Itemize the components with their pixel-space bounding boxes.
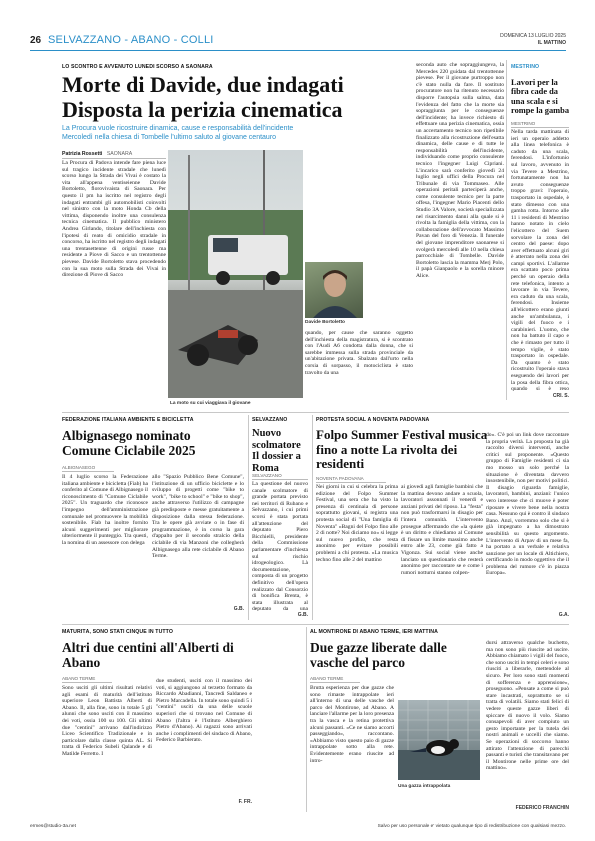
author-name: Patrizia Rossetti [62,151,103,157]
fiab-signature: G.B. [233,606,244,612]
photo-caption-portrait: Davide Bortoletto [305,320,345,325]
folpo-body-col2: ai giovedì agli famiglie bambini che la mattina devono andare a scuola, lavoratori assonnati il venerdì e anziani privati del riposo. La "festa" non può trasformarsi in disagio per l'intera comunità. L'intervento prosegue affermando che «la quiete è un diritto e chiediamo al Comune di fissare un limite massimo anche entro alle 23, come già fatto a Vigonza. Sui social viene anche lanciato un questionario che resterà anonimo per raccontare se e come i rumori notturni stanno colpen- [401,484,483,576]
header-rule [30,50,566,51]
row2-rule [62,412,569,413]
main-headline-line1: Morte di Davide, due indagati [62,72,344,97]
abano-headline: Altri due centini all'Alberti di Abano [62,640,234,670]
portrait-illustration [305,262,363,318]
abano-kicker: MATURITÀ, SONO STATI CINQUE IN TUTTO [62,629,173,635]
fiab-body-col1: Il 4 luglio scorso la Federazione italiana ambiente e bicicletta (Fiab) ha conferito al Comune di Albignasego il riconoscimento di "Comune Ciclabile 2025". Un traguardo che riconosce l'impegno dell'amministrazione comunale nel promuovere la mobilità sostenibile. Fiab ha inoltre fornito alcuni suggerimenti per migliorare ulteriormente il punteggio. Tra questi, la nomina di un assessore con delega [62,474,148,546]
scol-signature: G.B. [297,612,308,618]
main-body-col1: La Procura di Padova intende fare piena luce sul tragico incidente stradale che lunedì scorso lungo la Strada dei Vivai è costato la vita all'appena ventiseienne Davide Bortoletto, florovivaista di Saonara. Per questo il pm ha iscritto nel registro degli indagati entrambi gli automobilisti coinvolti nel sinistro con la moto Honda Cb della vittima, disponendo inoltre una consulenza tecnica cinematica. Il pubblico ministero Andrea Girlando, titolare dell'inchiesta con l'ipotesi di reato di omicidio stradale in concorso, ha iscritto nel registro degli indagati una trentasettenne di origini russe ma residente a Piove di Sacco e un trentottenne pievese. Davide Bortoletto stava procedendo con la sua moto sulla Strada dei Vivai in direzione di Piove di Sacco [62,160,166,279]
main-photo-portrait [305,262,363,318]
folpo-location: NOVENTA PADOVANA [316,476,386,483]
main-body-col3: seconda auto che sopraggiungeva, la Mercedes 220 guidata dal trentottenne pievese. Per il giovane purtroppo non c'è stato nulla da fare. Il sostituto procuratore non ha ritenuto necessario disporre l'autopsia sulla salma, data l'evidenza del fatto che la morte sia sopraggiunta per le conseguenze dell'incidente; ha invece richiesto di effettuare una perizia cinematica, ossia un accertamento tecnico non ripetibile finalizzato alla ricostruzione dell'esatta dinamica, delle cause e di tutte le responsabilità dell'incidente, individuando come proprio consulente tecnico l'ingegner Luigi Cipriani. L'incarico sarà conferito giovedì 24 luglio negli uffici della Procura nel Tribunale di via Tommaseo. Alle operazioni peritali parteciperà anche, come consulente tecnico per la parte offesa, l'ingegner Mario Piacenti dello Studio 3A Valore, società specializzata nel risarcimento danni alla quale si è rivolta la famiglia della vittima, con la collaborazione dell'avvocato Massimo Pavan del foro di Venezia. Il funerale del giovane imprenditore saonarese si svolgerà mercoledì alle 10 nella chiesa parrocchiale di Tombelle. Davide Bortoletto lascia la mamma Merj Polo, il papà Gianpaolo e la sorella minore Alice. [416,62,504,279]
fiab-kicker: FEDERAZIONE ITALIANA AMBIENTE E BICICLETTA [62,417,194,423]
issue-date: DOMENICA 13 LUGLIO 2025 [500,33,566,39]
fiab-location: ALBIGNASEGO [62,465,114,472]
fiab-headline: Albignasego nominato Comune Ciclabile 2025 [62,428,196,458]
folpo-headline: Folpo Summer Festival musica fino a notte La rivolta dei residenti [316,427,488,471]
side-kicker: MESTRINO [511,64,540,70]
main-subtitle-line1: La Procura vuole ricostruire dinamica, cause e responsabilità dell'incidente [62,125,294,132]
side-headline: Lavori per la fibra cade da una scala e si rompe la gamba [511,78,570,116]
folpo-kicker: PROTESTA SOCIAL A NOVENTA PADOVANA [316,417,430,423]
side-divider [506,60,507,400]
gazze-location: ABANO TERME [310,676,360,683]
abano-signature: F. FR. [238,799,252,805]
folpo-body-col1: Nei giorni in cui si celebra la prima edizione del Folpo Summer Festival, una sera che ha visto la presenza di centinaia di persone soprattutto giovani, si registra una protesta social di "Una famiglia di Noventa" «Bagni del Folpo fino alle 2 di notte? Noi diciamo no» si legge sul nuovo profilo, che resta anonimo per evitare possibili problemi a chi protesta. «La musica techno fino alle 2 del mattino [316,484,398,563]
gazze-body-col1: Brutta esperienza per due gazze che sono rimaste intrappolate ieri all'interno di una delle vasche del parco del Montirone, ad Abano. A lanciare l'allarme per la loro presenza tra la vasca e la retina protettiva alcuni passanti. «Ce ne siamo accorti passeggiando», raccontano. «Abbiamo visto questo paio di gazze intrappolate sotto alla rete. Evidentemente erano riuscite ad intro- [310,685,394,764]
main-headline-line2: Disposta la perizia cinematica [62,97,343,122]
abano-body-col2: due studenti, usciti con il massimo dei voti, si aggiungono al terzetto formato da Riccardo Abadianni, Tancredi Saldaneo e Pietro Marcadella. In totale sono quindi 5 i "centini" usciti da una delle scuole superiori che si trovano nel Comune di Abano (l'altra è l'Istituto Alberghiero Pietro d'Abano). Ai ragazzi sono arrivati anche i complimenti del sindaco di Abano, Federico Barbierato. [156,678,252,744]
folpo-signature: G.A. [558,612,569,618]
scol-divider-left [248,415,249,620]
gazze-body-col2: dursi attraverso qualche buchetto, ma non sono più riuscite ad uscire. Abbiamo chiamato i vigili del fuoco, che sono usciti in tempi celeri e sono riusciti a liberarle, mettendole al sicuro. Per loro sono stati momenti di sofferenza e apprensione», proseguono. «Pensate a come si può stare incastrati, soprattutto se si tratta di volatili. Siamo stati felici di vedere queste gazze liberi di spiccare di nuovo il volo. Siamo consapevoli di aver compiuto un gesto importante per la tutela dei nostri animali e uccelli che siamo. Se operazioni di soccorso hanno attirato l'attenzione di parecchi passanti e turisti che transitavano per il Montirone nelle prime ore del mattino». [486,640,569,772]
scol-body: La questione del nuovo canale scolmatore di grande portata previsto nei territori di Rubano e Selvazzano, i cui primi scorsi è stata portata all'attenzione del deputato Piero Bicchielli, presidente della Commissione parlamentare d'inchiesta sul rischio idrogeologico. Là documentazione, composta di un progetto definitivo dell'opera realizzato dal Consorzio di bonifica Brenta, è stata illustrata al deputato da una [252,481,308,611]
folpo-body-col3: do». C'è poi un link dove raccontare la propria verità. La proposta ha già raccolto diversi interventi, anche critici sul proponente. «Questo gruppo di Famiglie residenti ci sia mo mosso un solo perché la situazione è diventata davvero insostenibile, non per motivi politici. Il disagio riguarda famiglie, lavoratori, bambini, anziani: l'unico vero interesse che ci muove è poter riposare e vivere bene nella nostra casa. Nessuno qui è contro il sindaco Bano. Anzi, vorremmo solo che si è già impegnato a ha dimostrato sensibilità su questo argomento. L'intervento di Arpav di un mese fa, ha portato a un verbale e relativa sanzione per un locale di Altichiero, certificando in modo oggettivo che il problema del rumore c'è in piazza Europa». [486,432,569,577]
scol-kicker: SELVAZZANO [252,417,288,423]
main-body-col2: quando, per cause che saranno oggetto dell'inchiesta della magistratura, si è scontrato con l'Audi A6 condotta dalla donna, che si sarebbe immessa sulla strada provinciale da un'abitazione privata. Sbalzato dall'urto nella corsia di sorpasso, il motociclista è stato travolto da una [305,330,413,376]
row3-rule [62,624,569,625]
main-author [62,151,166,159]
side-location: MESTRINO [511,121,569,128]
gazze-photo [398,700,480,780]
main-kicker: LO SCONTRO È AVVENUTO LUNEDÌ SCORSO A SAONARA [62,64,213,70]
author-location: SAONARA [106,151,133,157]
section-title: SELVAZZANO - ABANO - COLLI [48,34,214,46]
fiab-body-col2: allo "Spazio Pubblico Bene Comune", l'istituzione di un ufficio biciclette e lo sviluppo di progetti come "bike to work", "bike to school" e "bike to shop", anche attraverso l'utilizzo di campagne già predisposte e messe gratuitamente a disposizione dalla stessa federazione. Tra le opere già avviate o in fase di programmazione, è in corso la gara d'appalto per il secondo stralcio della ciclabile di via Manzoni che collegherà Albignasego alla rete ciclabile di Abano Terme. [152,474,244,560]
page-number: 26 [30,35,42,46]
gazze-photo-caption: Una gazza intrappolata [398,784,451,789]
abano-location: ABANO TERME [62,676,112,683]
footer-email: ermes@studio-3a.net [30,824,76,829]
gazze-signature: FEDERICO FRANCHIN [515,805,569,811]
gazze-divider-left [306,627,307,812]
gazze-kicker: AL MONTIRONE DI ABANO TERME, IERI MATTINA [310,629,438,635]
side-body: Nella tarda mattinata di ieri un operaio addetto alla linea telefonica è caduto da una scala, ferendosi. L'infortunio sul lavoro, avvenuto in via Tevere a Mestrino, fortunatamente non ha avuto conseguenze troppo gravi: l'operaio, trasportato in ospedale, è stato dimesso con una gamba rotta. Intorno alle 11 i residenti di Mestrino hanno notato in cielo l'elicottero del Suem sorvolare la zona del centro del paese: dopo aver effettuato alcuni giri è atterrato nella zona dei campi sportivi. L'allarme era scattato poco prima perché un operaio della rete telefonica, intento a lavorare in via Tevere, era caduto da una scala, ferendosi. Insieme all'elicottero erano giunti anche un'ambulanza, i vigili del fuoco e i carabinieri. L'uomo, che non ha battuto il capo e che è rimasto per tutto il tempo vigile, è stato trasportato in ospedale. Da quanto è stato ricostruito l'operaio stava eseguendo dei lavori per la posa della fibra ottica, quando si è reso [511,129,569,391]
scol-location: SELVAZZANO [252,473,308,480]
newspaper-name: IL MATTINO [537,40,566,46]
side-signature: CRI. S. [552,393,569,399]
abano-body-col1: Sono usciti gli ultimi risultati relativi agli esami di maturità dell'istituto superiore Leon Battista Alberti di Abano. Il, alla fine, sono in totale 5 gli alunni che sono usciti con il massimo dei voti, ossia 100 su 100. Gli ultimi due "centini" arrivano dall'indirizzo Liceo Scientifico Tradizionale e in particolare dalla classe quinta AL. Si tratta di Federico Subeli Qalande e di Matilde Ferretto. I [62,685,152,757]
main-photo-crash [168,150,303,398]
photo-caption-motorcycle: La moto su cui viaggiava il giovane [170,401,251,406]
footer-notice: Salvo per uso personale e' vietato qualunque tipo di redistribuzione con qualsiasi mezzo. [377,824,566,829]
magpie-illustration [398,700,480,780]
crash-scene-illustration [168,150,303,398]
scol-headline: Nuovo scolmatore Il dossier a Roma [252,428,301,474]
folpo-divider-left [312,415,313,620]
main-subtitle-line2: Mercoledì nella chiesa di Tombelle l'ultimo saluto al giovane centauro [62,134,277,141]
gazze-headline: Due gazze liberate dalle vasche del parco [310,640,447,670]
